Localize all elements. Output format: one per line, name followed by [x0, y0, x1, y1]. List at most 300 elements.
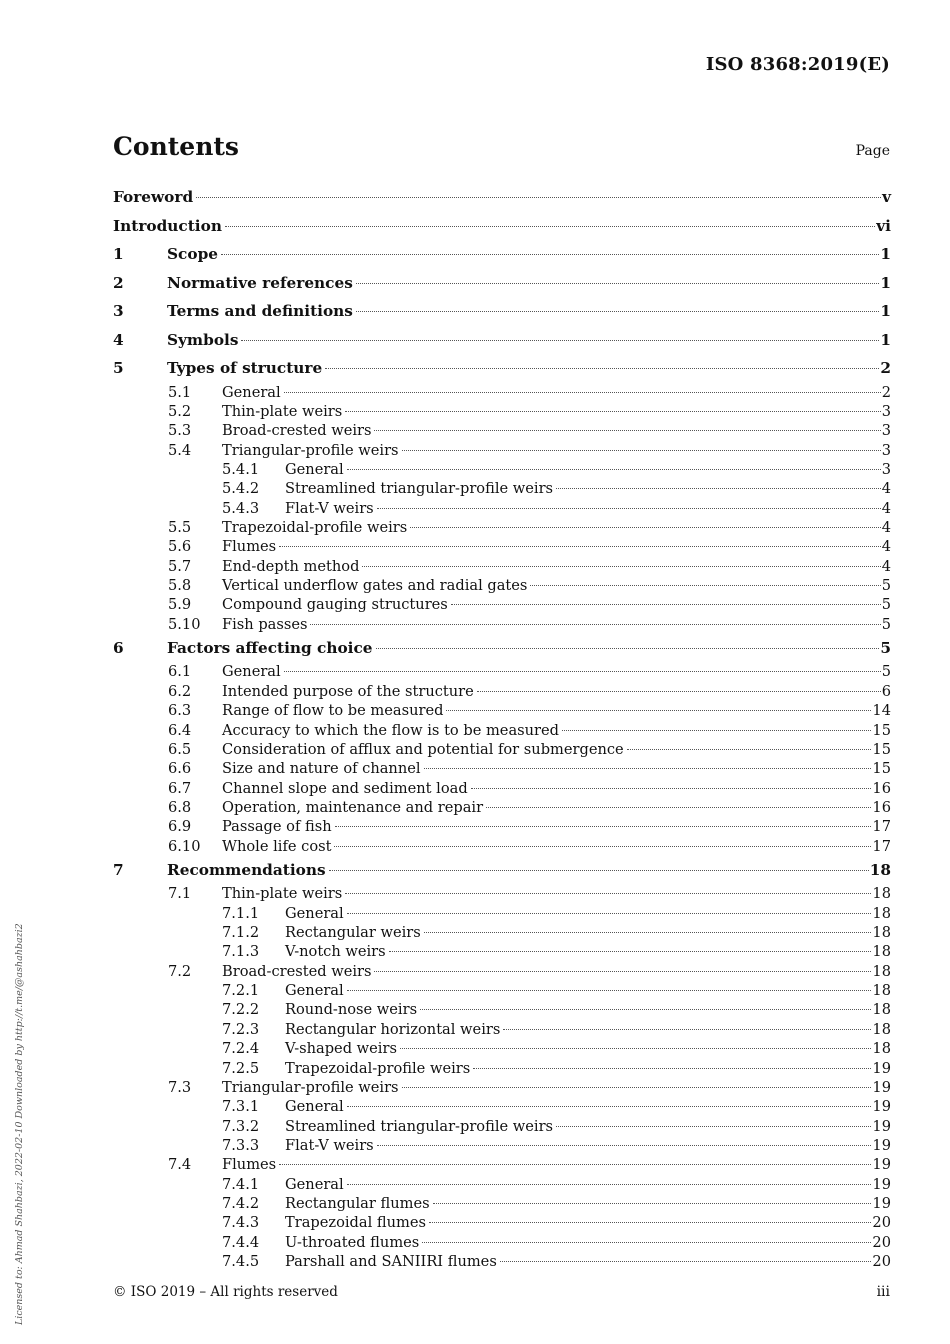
toc-entry-line	[222, 402, 891, 421]
toc-entry-page: 18	[872, 1020, 891, 1038]
toc-entry-number: 5.4.3	[222, 499, 260, 517]
toc-entry[interactable]	[113, 740, 891, 759]
toc-entry-title: Streamlined triangular-profile weirs	[285, 1117, 554, 1135]
toc-entry-title: Flumes	[222, 538, 277, 556]
toc-entry-number: 5.4	[168, 441, 192, 459]
toc-entry-title: Trapezoidal-profile weirs	[222, 518, 408, 536]
toc-entry-line	[167, 269, 891, 298]
toc-entry[interactable]	[113, 779, 891, 798]
toc-dot-leader	[347, 990, 872, 991]
toc-entry-title: Rectangular horizontal weirs	[285, 1020, 501, 1038]
toc-entry[interactable]	[113, 701, 891, 720]
toc-entry-number: 7.4.2	[222, 1194, 260, 1212]
toc-entry-number: 7.2.3	[222, 1020, 260, 1038]
toc-entry-number: 7.4.1	[222, 1175, 260, 1193]
toc-dot-leader	[500, 1261, 872, 1262]
toc-dot-leader	[446, 710, 871, 711]
toc-entry-number: 5.8	[168, 576, 192, 594]
toc-entry-page: 1	[880, 302, 891, 320]
toc-entry-title: Flumes	[222, 1156, 277, 1174]
toc-entry-number: 5	[113, 359, 124, 377]
toc-entry-line	[285, 904, 891, 923]
toc-entry[interactable]	[113, 212, 891, 241]
toc-entry-number: 7.2	[168, 962, 192, 980]
toc-entry[interactable]	[113, 269, 891, 298]
toc-entry[interactable]	[113, 884, 891, 903]
toc-entry-line	[285, 1117, 891, 1136]
toc-entry-page: 1	[880, 330, 891, 349]
toc-entry-line	[285, 1000, 891, 1019]
toc-entry-page: 20	[872, 1233, 891, 1251]
toc-entry-page: 4	[881, 557, 891, 575]
toc-entry-page: 19	[872, 1194, 891, 1212]
toc-entry-page: 18	[872, 904, 891, 922]
toc-entry-title: Types of structure	[167, 359, 323, 377]
toc-entry-number: 6.9	[168, 818, 192, 836]
toc-entry-line	[222, 615, 891, 634]
toc-entry-number: 5.7	[168, 557, 192, 575]
toc-entry-title: Operation, maintenance and repair	[222, 798, 484, 816]
toc-entry-title: Foreword	[113, 188, 194, 206]
toc-entry-number: 5.2	[168, 402, 192, 420]
toc-dot-leader	[347, 1184, 872, 1185]
toc-entry-line	[222, 383, 891, 402]
toc-entry-page: 20	[872, 1214, 891, 1232]
toc-entry[interactable]	[113, 1175, 891, 1194]
toc-entry-page: 18	[872, 1001, 891, 1019]
toc-entry-page: 5	[880, 638, 891, 657]
toc-entry-page: 19	[872, 1078, 891, 1096]
toc-entry[interactable]	[113, 634, 891, 663]
toc-entry-page: 14	[872, 702, 891, 720]
toc-dot-leader	[562, 730, 871, 731]
toc-entry[interactable]	[113, 1155, 891, 1174]
toc-entry-page: 17	[872, 837, 891, 855]
toc-entry[interactable]	[113, 354, 891, 383]
toc-dot-leader	[345, 893, 871, 894]
toc-entry-line	[285, 923, 891, 942]
toc-entry[interactable]	[113, 499, 891, 518]
toc-dot-leader	[402, 1087, 872, 1088]
toc-entry-title: Rectangular weirs	[285, 924, 421, 942]
toc-entry-line	[285, 1039, 891, 1058]
toc-entry-page: 5	[881, 663, 891, 681]
toc-entry-line	[222, 1155, 891, 1174]
toc-entry[interactable]	[113, 183, 891, 212]
toc-entry-line	[222, 682, 891, 701]
toc-entry-page: 5	[881, 596, 891, 614]
toc-dot-leader	[335, 826, 872, 827]
toc-entry-line	[222, 557, 891, 576]
toc-entry-title: Vertical underflow gates and radial gates	[222, 576, 528, 594]
toc-entry-number: 6.5	[168, 740, 192, 758]
toc-dot-leader	[420, 1009, 871, 1010]
toc-dot-leader	[402, 450, 881, 451]
toc-entry-title: General	[285, 904, 344, 922]
toc-entry-line	[285, 499, 891, 518]
toc-entry-line	[222, 576, 891, 595]
toc-entry-line	[285, 1175, 891, 1194]
toc-dot-leader	[347, 1106, 872, 1107]
toc-dot-leader	[376, 648, 880, 649]
toc-entry[interactable]	[113, 383, 891, 402]
toc-dot-leader	[424, 768, 872, 769]
toc-entry-title: Thin-plate weirs	[222, 402, 343, 420]
toc-entry-page: 18	[872, 924, 891, 942]
toc-entry-title: Trapezoidal flumes	[285, 1214, 426, 1232]
toc-entry-page: 5	[881, 576, 891, 594]
toc-entry-title: Streamlined triangular-profile weirs	[285, 480, 554, 498]
toc-entry-number: 1	[113, 245, 124, 263]
toc-dot-leader	[347, 469, 881, 470]
toc-entry[interactable]	[113, 1136, 891, 1155]
toc-entry-title: Scope	[167, 245, 218, 263]
toc-entry-number: 7.3	[168, 1078, 192, 1096]
toc-entry-title: Compound gauging structures	[222, 596, 448, 614]
toc-entry-title: Triangular-profile weirs	[222, 441, 399, 459]
toc-entry-title: End-depth method	[222, 557, 360, 575]
footer-page-number: iii	[876, 1284, 890, 1300]
toc-dot-leader	[422, 1242, 871, 1243]
toc-entry-number: 7.4.5	[222, 1252, 260, 1270]
toc-dot-leader	[410, 527, 880, 528]
toc-dot-leader	[221, 254, 879, 255]
toc-entry-title: Whole life cost	[222, 837, 332, 855]
toc-entry[interactable]	[113, 1059, 891, 1078]
toc-entry[interactable]	[113, 682, 891, 701]
toc-entry-number: 5.6	[168, 538, 192, 556]
toc-entry-number: 6.8	[168, 798, 192, 816]
toc-dot-leader	[325, 368, 879, 369]
toc-entry[interactable]	[113, 1252, 891, 1271]
toc-entry-number: 5.9	[168, 596, 192, 614]
toc-entry-page: 19	[872, 1098, 891, 1116]
toc-entry-number: 7.1	[168, 885, 192, 903]
toc-dot-leader	[196, 197, 881, 198]
toc-entry-title: Flat-V weirs	[285, 1136, 374, 1154]
toc-entry-line	[285, 1059, 891, 1078]
toc-entry-page: 16	[872, 779, 891, 797]
toc-entry-title: Round-nose weirs	[285, 1001, 418, 1019]
toc-entry-line	[222, 962, 891, 981]
toc-dot-leader	[345, 411, 880, 412]
toc-entry[interactable]	[113, 402, 891, 421]
toc-entry-page: 4	[881, 538, 891, 556]
toc-entry[interactable]	[113, 576, 891, 595]
toc-entry-title: V-notch weirs	[285, 943, 386, 961]
toc-entry-title: Fish passes	[222, 615, 308, 633]
toc-entry-page: 18	[869, 860, 891, 879]
toc-dot-leader	[530, 585, 880, 586]
toc-entry-line	[222, 798, 891, 817]
toc-entry[interactable]	[113, 856, 891, 885]
toc-entry-title: General	[285, 982, 344, 1000]
toc-dot-leader	[389, 951, 872, 952]
toc-entry-title: Trapezoidal-profile weirs	[285, 1059, 471, 1077]
toc-entry-number: 5.4.2	[222, 480, 260, 498]
toc-entry-page: 3	[881, 441, 891, 459]
toc-entry[interactable]	[113, 1097, 891, 1116]
toc-entry-line	[285, 1252, 891, 1271]
toc-entry-title: Range of flow to be measured	[222, 702, 444, 720]
toc-entry[interactable]	[113, 518, 891, 537]
toc-entry-title: Accuracy to which the flow is to be measured	[222, 721, 559, 739]
toc-entry-title: Broad-crested weirs	[222, 422, 372, 440]
toc-entry-line	[222, 518, 891, 537]
toc-entry-line	[222, 441, 891, 460]
standard-id: ISO 8368:2019(E)	[705, 54, 890, 75]
toc-dot-leader	[429, 1222, 871, 1223]
toc-entry-number: 2	[113, 273, 124, 292]
toc-entry-title: V-shaped weirs	[285, 1040, 397, 1058]
toc-dot-leader	[377, 1145, 872, 1146]
toc-dot-leader	[362, 566, 880, 567]
toc-entry-title: General	[285, 1098, 344, 1116]
license-watermark: Licensed to: Ahmad Shahbazi, 2022-02-10 Downloaded by http://t.me/@ashahbazi2	[14, 923, 25, 1325]
page-column-label: Page	[855, 143, 890, 159]
toc-dot-leader	[556, 488, 881, 489]
toc-dot-leader	[310, 624, 880, 625]
toc-entry-line	[222, 759, 891, 778]
toc-entry-number: 7.1.3	[222, 943, 260, 961]
toc-entry-page: 18	[872, 1040, 891, 1058]
toc-entry[interactable]	[113, 662, 891, 681]
toc-entry-number: 6.4	[168, 721, 192, 739]
toc-entry-number: 7.1.1	[222, 904, 260, 922]
toc-entry-line	[222, 537, 891, 556]
toc-entry[interactable]	[113, 1078, 891, 1097]
toc-entry-page: 6	[881, 682, 891, 700]
toc-entry-page: 16	[872, 798, 891, 816]
toc-entry-page: 18	[872, 982, 891, 1000]
toc-entry[interactable]	[113, 904, 891, 923]
toc-entry-line	[285, 479, 891, 498]
toc-entry-title: Broad-crested weirs	[222, 962, 372, 980]
toc-entry-page: v	[882, 188, 891, 206]
toc-entry-title: General	[222, 663, 281, 681]
toc-entry-line	[222, 740, 891, 759]
toc-dot-leader	[334, 846, 871, 847]
toc-entry-line	[113, 183, 891, 212]
toc-entry-page: vi	[876, 216, 891, 235]
toc-entry-page: 15	[872, 740, 891, 758]
toc-entry-line	[222, 595, 891, 614]
toc-dot-leader	[471, 788, 872, 789]
toc-entry[interactable]	[113, 421, 891, 440]
toc-dot-leader	[433, 1203, 872, 1204]
toc-entry-line	[222, 421, 891, 440]
toc-entry-number: 7.1.2	[222, 924, 260, 942]
toc-entry-page: 19	[872, 1136, 891, 1154]
toc-entry-title: Intended purpose of the structure	[222, 682, 474, 700]
toc-entry-number: 5.1	[168, 383, 192, 401]
toc-entry-line	[285, 1233, 891, 1252]
toc-entry-title: U-throated flumes	[285, 1233, 420, 1251]
toc-entry-line	[285, 1097, 891, 1116]
toc-entry[interactable]	[113, 537, 891, 556]
toc-dot-leader	[473, 1068, 871, 1069]
toc-entry-number: 6.10	[168, 837, 201, 855]
toc-entry-page: 5	[881, 615, 891, 633]
toc-entry[interactable]	[113, 721, 891, 740]
toc-entry-page: 4	[881, 518, 891, 536]
toc-entry[interactable]	[113, 1020, 891, 1039]
toc-entry-number: 4	[113, 330, 124, 349]
toc-entry-number: 7.3.2	[222, 1117, 260, 1135]
toc-entry-title: Consideration of afflux and potential for submergence	[222, 740, 624, 758]
toc-entry-line	[222, 817, 891, 836]
toc-entry-line	[285, 1194, 891, 1213]
toc-entry-number: 5.10	[168, 615, 201, 633]
toc-entry-page: 3	[881, 402, 891, 420]
toc-entry[interactable]	[113, 326, 891, 355]
toc-entry-page: 19	[872, 1059, 891, 1077]
toc-entry-page: 18	[872, 962, 891, 980]
toc-entry-line	[285, 981, 891, 1000]
toc-entry-line	[222, 662, 891, 681]
toc-dot-leader	[225, 226, 875, 227]
toc-entry-line	[113, 212, 891, 241]
toc-entry[interactable]	[113, 1039, 891, 1058]
toc-entry[interactable]	[113, 759, 891, 778]
toc-entry-page: 3	[881, 460, 891, 478]
toc-entry[interactable]	[113, 1213, 891, 1232]
toc-dot-leader	[477, 691, 881, 692]
toc-entry-title: Recommendations	[167, 860, 326, 879]
toc-entry-line	[167, 240, 891, 269]
toc-entry-number: 6.6	[168, 760, 192, 778]
toc-entry[interactable]	[113, 557, 891, 576]
toc-entry-page: 17	[872, 818, 891, 836]
toc-entry-number: 5.4.1	[222, 460, 260, 478]
toc-entry-page: 18	[872, 885, 891, 903]
toc-entry[interactable]	[113, 1233, 891, 1252]
toc-entry-number: 7.4	[168, 1156, 192, 1174]
toc-entry-title: Triangular-profile weirs	[222, 1078, 399, 1096]
toc-entry-title: Rectangular flumes	[285, 1194, 430, 1212]
toc-dot-leader	[374, 971, 871, 972]
toc-entry-number: 7.3.3	[222, 1136, 260, 1154]
toc-dot-leader	[347, 913, 872, 914]
footer-copyright: © ISO 2019 – All rights reserved	[113, 1284, 338, 1300]
toc-entry-number: 5.3	[168, 422, 192, 440]
toc-entry-title: Thin-plate weirs	[222, 885, 343, 903]
toc-dot-leader	[627, 749, 872, 750]
toc-entry-number: 7	[113, 860, 124, 879]
toc-entry[interactable]	[113, 1194, 891, 1213]
toc-entry[interactable]	[113, 798, 891, 817]
toc-entry-page: 2	[881, 383, 891, 401]
toc-entry-page: 19	[872, 1156, 891, 1174]
toc-entry[interactable]	[113, 981, 891, 1000]
toc-entry-title: Factors affecting choice	[167, 638, 373, 657]
toc-entry-line	[285, 460, 891, 479]
toc-entry[interactable]	[113, 297, 891, 326]
toc-entry-line	[167, 634, 891, 663]
toc-dot-leader	[486, 807, 871, 808]
toc-entry-title: Passage of fish	[222, 818, 332, 836]
toc-entry[interactable]	[113, 837, 891, 856]
toc-dot-leader	[279, 546, 881, 547]
toc-dot-leader	[400, 1048, 871, 1049]
toc-entry-number: 7.3.1	[222, 1098, 260, 1116]
toc-entry-number: 5.5	[168, 518, 192, 536]
toc-entry-title: Terms and definitions	[167, 302, 353, 320]
toc-entry-page: 15	[872, 760, 891, 778]
table-of-contents	[113, 183, 891, 1271]
toc-entry-line	[285, 1020, 891, 1039]
toc-entry-number: 7.4.4	[222, 1233, 260, 1251]
toc-entry[interactable]	[113, 479, 891, 498]
toc-entry-line	[285, 942, 891, 961]
toc-dot-leader	[451, 604, 881, 605]
toc-entry-number: 7.2.4	[222, 1040, 260, 1058]
toc-entry-title: Channel slope and sediment load	[222, 779, 468, 797]
toc-entry[interactable]	[113, 923, 891, 942]
toc-entry-title: General	[285, 1175, 344, 1193]
toc-entry-title: Introduction	[113, 216, 222, 235]
toc-entry-line	[222, 884, 891, 903]
toc-entry-title: Size and nature of channel	[222, 760, 421, 778]
toc-entry-number: 6.3	[168, 702, 192, 720]
toc-entry[interactable]	[113, 1117, 891, 1136]
toc-entry-line	[167, 297, 891, 326]
toc-entry-line	[222, 837, 891, 856]
toc-entry-number: 6	[113, 638, 124, 657]
toc-entry-title: Normative references	[167, 273, 353, 292]
toc-entry-number: 7.4.3	[222, 1214, 260, 1232]
toc-dot-leader	[284, 392, 881, 393]
toc-entry[interactable]	[113, 240, 891, 269]
toc-dot-leader	[284, 671, 881, 672]
toc-entry[interactable]	[113, 817, 891, 836]
toc-entry[interactable]	[113, 1000, 891, 1019]
toc-entry-title: General	[222, 383, 281, 401]
toc-entry-line	[222, 721, 891, 740]
page-title: Contents	[113, 132, 240, 161]
toc-entry-line	[222, 779, 891, 798]
toc-entry-number: 7.2.2	[222, 1001, 260, 1019]
toc-entry-page: 15	[872, 721, 891, 739]
toc-entry-number: 6.7	[168, 779, 192, 797]
toc-entry[interactable]	[113, 942, 891, 961]
toc-entry-line	[222, 1078, 891, 1097]
toc-entry[interactable]	[113, 962, 891, 981]
toc-entry-number: 3	[113, 302, 124, 320]
toc-entry[interactable]	[113, 441, 891, 460]
toc-entry-number: 7.2.5	[222, 1059, 260, 1077]
toc-dot-leader	[329, 870, 869, 871]
toc-entry-line	[285, 1136, 891, 1155]
toc-entry[interactable]	[113, 615, 891, 634]
toc-entry-title: General	[285, 460, 344, 478]
toc-entry-line	[222, 701, 891, 720]
toc-entry-page: 18	[872, 943, 891, 961]
toc-dot-leader	[356, 283, 880, 284]
toc-dot-leader	[503, 1029, 871, 1030]
toc-entry-page: 4	[881, 499, 891, 517]
toc-entry-page: 1	[880, 273, 891, 292]
toc-entry-number: 6.1	[168, 663, 192, 681]
toc-entry-page: 3	[881, 422, 891, 440]
toc-entry-title: Parshall and SANIIRI flumes	[285, 1252, 497, 1270]
toc-entry[interactable]	[113, 460, 891, 479]
toc-entry-page: 4	[881, 480, 891, 498]
toc-entry-number: 6.2	[168, 682, 192, 700]
toc-entry[interactable]	[113, 595, 891, 614]
toc-entry-title: Flat-V weirs	[285, 499, 374, 517]
toc-dot-leader	[556, 1126, 871, 1127]
